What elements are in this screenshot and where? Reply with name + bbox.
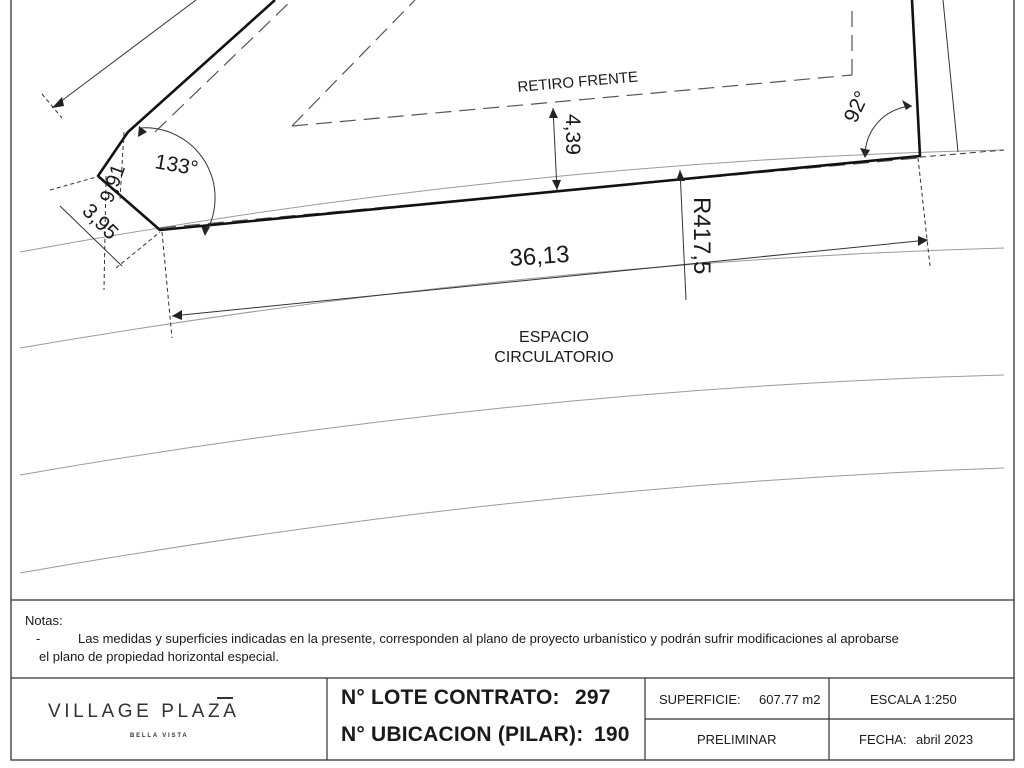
village-plaza-logo: VILLAGE PLAZA (48, 701, 240, 722)
angle-arcs (140, 106, 912, 234)
lote-contrato-label: N° LOTE CONTRATO: (341, 686, 560, 709)
zone-label-line2: CIRCULATORIO (494, 349, 614, 366)
left-angle-label: 133° (153, 150, 200, 181)
ubicacion-label: N° UBICACION (PILAR): (341, 723, 584, 746)
ubicacion-value: 190 (594, 723, 630, 746)
logo-accent-bar (217, 697, 233, 700)
radius-label: R417,5 (688, 197, 715, 275)
escala-label: ESCALA 1:250 (870, 692, 957, 707)
notes-bullet: - (36, 631, 41, 646)
front-length-label: 36,13 (508, 240, 571, 272)
superficie-label: SUPERFICIE: (659, 692, 741, 707)
setback-depth-label: 4,39 (561, 114, 584, 155)
side-short-b-label: 3,95 (77, 199, 123, 245)
fecha-value: abril 2023 (916, 732, 974, 747)
notes-line-1: Las medidas y superficies indicadas en la presente, corresponden al plano de proyecto urbanístico y podrán sufrir modificaciones al aprobarse (78, 631, 899, 646)
notes-bullet-row (25, 630, 1010, 648)
setback-label: RETIRO FRENTE (516, 68, 639, 96)
fecha-label: FECHA: (859, 732, 907, 747)
notes-section (25, 612, 1010, 666)
notes-heading: Notas: (25, 613, 63, 628)
estado-label: PRELIMINAR (697, 732, 777, 747)
side-short-a-label: 9,91 (96, 161, 131, 206)
logo-subtitle: BELLA VISTA (130, 733, 189, 739)
lot-boundary (98, 0, 920, 230)
lote-contrato-value: 297 (575, 686, 611, 709)
zone-label-line1: ESPACIO (519, 329, 589, 346)
superficie-value: 607.77 m2 (759, 692, 821, 707)
notes-line-2: el plano de propiedad horizontal especial. (39, 649, 279, 664)
arrowheads (52, 97, 928, 320)
right-angle-label: 92° (839, 87, 874, 127)
